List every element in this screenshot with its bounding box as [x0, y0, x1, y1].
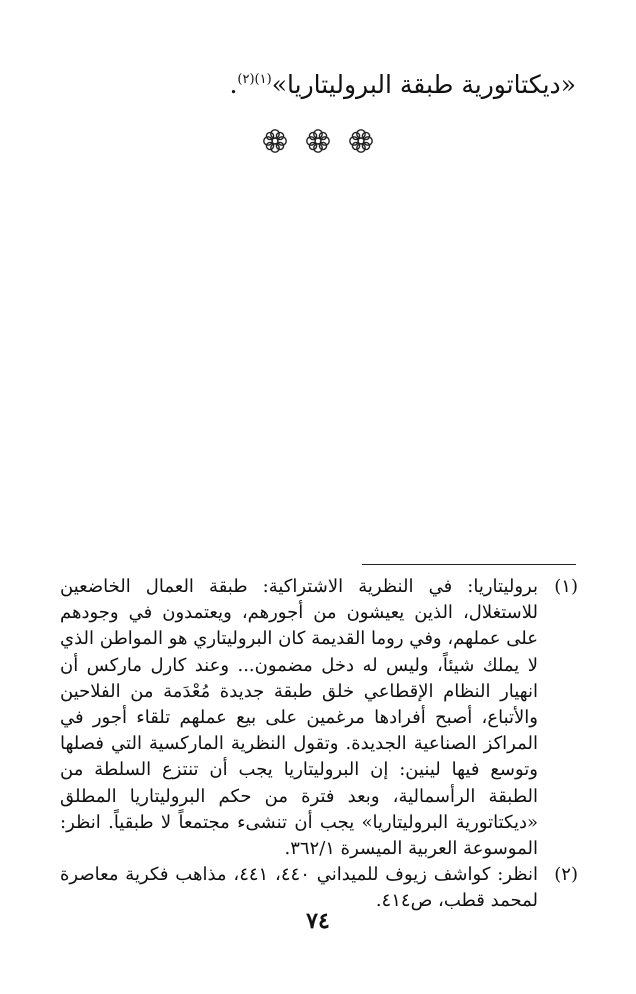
footnotes [60, 574, 578, 915]
footnote-text: انظر: كواشف زيوف للميداني ٤٤٠، ٤٤١، مذاهب فكرية معاصرة لمحمد قطب، ص٤١٤. [60, 864, 538, 912]
main-text-line [56, 68, 576, 102]
main-text: «ديكتاتورية طبقة البروليتاريا» [271, 70, 576, 99]
flower-ornament-icon [262, 128, 288, 158]
footnote-number: (١) [554, 576, 578, 597]
footnote-number: (٢) [554, 864, 578, 886]
footnote-text: بروليتاريا: في النظرية الاشتراكية: طبقة العمال الخاضعين للاستغلال، الذين يعيشون من أجورهم، ويعتمدون في وجودهم على عملهم، وفي روما القديمة كان البروليتاري هو المواطن الذي لا يملك شيئاً، وليس له دخل مضمون... وعند كارل ماركس أن انهيار النظام الإقطاعي خلق طبقة جديدة مُعْدَمة من الفلاحين والأتباع، أصبح أفرادها مرغمين على بيع عملهم تلقاء أجور في المراكز الصناعية الجديدة. وتقول النظرية الماركسية التي فصلها وتوسع فيها لينين: إن البروليتاريا يجب أن تنتزع السلطة من الطبقة الرأسمالية، وبعد فترة من حكم البروليتاريا المطلق «ديكتاتورية البروليتاريا» يجب أن تنشىء مجتمعاً لا طبقياً. انظر: الموسوعة العربية الميسرة ٣٦٢/١. [60, 576, 538, 860]
flower-ornament-icon [348, 128, 374, 158]
section-separator-ornaments [0, 128, 636, 158]
footnote-references: (١)(٢) [237, 72, 272, 87]
end-punctuation: . [229, 70, 238, 99]
flower-ornament-icon [305, 128, 331, 158]
footnote-1 [60, 574, 578, 862]
footnote-divider [362, 564, 576, 565]
page-number: ٧٤ [306, 908, 330, 934]
